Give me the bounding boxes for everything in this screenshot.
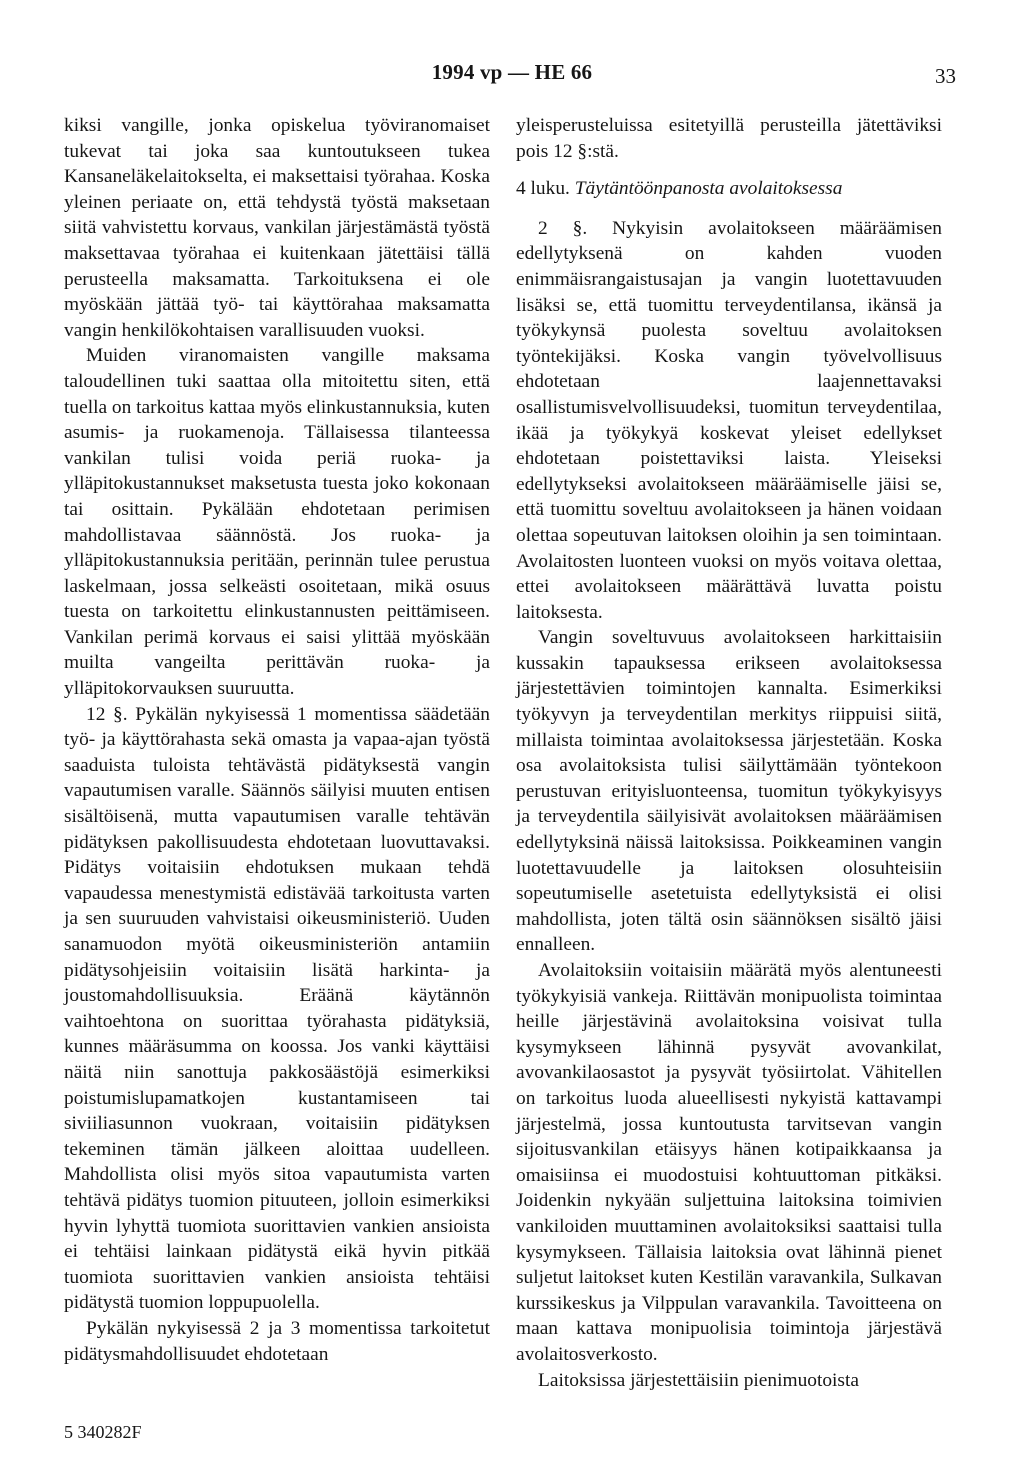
page-number: 33 <box>935 64 956 88</box>
paragraph: kiksi vangille, jonka opiskelua työviranomaiset tukevat tai joka saa kuntoutukseen tukea Kansaneläkelaitokselta, ei maksettaisi työrahaa. Koska yleinen periaate on, että tehdystä työstä maksetaan siitä vahvistettu korvaus, vankilan järjestämästä työstä maksettavaa työrahaa ei kuitenkaan jätettäisi tällä perusteella maksamatta. Tarkoituksena ei ole myöskään jättää työ- tai käyttörahaa maksamatta vangin henkilökohtaisen varallisuuden vuoksi. <box>64 115 490 341</box>
paragraph: 12 §. Pykälän nykyisessä 1 momentissa säädetään työ- ja käyttörahasta sekä omasta ja vapaa-ajan työstä saaduista tuloista tehtävästä pidätyksestä vangin vapautumisen varalle. Säännös säilyisi muuten entisen sisältöisenä, mutta vapautumisen varalle tehtävän pidätyksen pakollisuudesta ehdotetaan luovuttavaksi. Pidätys voitaisiin ehdotuksen mukaan tehdä vapaudessa menestymistä edistävää tarkoitusta varten ja sen suuruuden vahvistaisi oikeusministeriö. Uuden sanamuodon myötä oikeusministeriön antamiin pidätysohjeisiin voitaisiin lisätä harkinta- ja joustomahdollisuuksia. Eräänä käytännön vaihtoehtona on suorittaa työrahasta pidätyksiä, kunnes määräsumma on koossa. Jos vanki käyttäisi näitä niin sanottuja pakkosäästöjä esimerkiksi poistumislupamatkojen kustantamiseen tai siviiliasunnon vuokraan, voitaisiin pidätyksen tekeminen tämän jälkeen aloittaa uudelleen. Mahdollista olisi myös sitoa vapautumista varten tehtävä pidätys tuomion pituuteen, jolloin esimerkiksi hyvin lyhyttä tuomiota suorittavien vankien ansioista ei tehtäisi lainkaan pidätystä eikä hyvin pitkää tuomiota suorittavien vankien ansioista tehtäisi pidätystä tuomion loppupuolella. <box>64 703 490 1314</box>
paragraph: 2 §. Nykyisin avolaitokseen määräämisen edellytyksenä on kahden vuoden enimmäisrangaistusajan ja vangin luotettavuuden lisäksi se, että tuomittu terveydentilansa, ikänsä ja työkykynsä puolesta soveltuu avolaitoksen työntekijäksi. Koska vangin työvelvollisuus ehdotetaan laajennettavaksi osallistumisvelvollisuudeksi, tuomitun terveydentilaa, ikää ja työkykyä koskevat yleiset edellykset ehdotetaan poistettaviksi laista. Yleiseksi edellytykseksi avolaitokseen määräämiselle jäisi se, että tuomittu soveltuu avolaitokseen ja hänen voidaan olettaa sopeutuvan laitoksen oloihin ja sen toimintaan. Avolaitosten luonteen vuoksi on myös voitava olettaa, ettei avolaitokseen määrättävä luvatta poistu laitoksesta. <box>516 217 942 623</box>
paragraph: Muiden viranomaisten vangille maksama taloudellinen tuki saattaa olla mitoitettu siten, että tuella on tarkoitus kattaa myös elinkustannuksia, kuten asumis- ja ruokamenoja. Tällaisessa tilanteessa vankilan tulisi voida periä ruoka- ja ylläpitokustannukset maksetusta tuesta joko kokonaan tai osittain. Pykälään ehdotetaan perimisen mahdollistavaa säännöstä. Jos ruoka- ja ylläpitokustannuksia peritään, perinnän tulee perustua laskelmaan, jossa selkeästi osoitetaan, mikä osuus tuesta on tarkoitettu elinkustannusten peittämiseen. Vankilan perimä korvaus ei saisi ylittää myöskään muilta vangeilta perittävän ruoka- ja ylläpitokorvauksen suuruutta. <box>64 345 490 700</box>
right-column <box>516 113 942 1393</box>
paragraph: Vangin soveltuvuus avolaitokseen harkittaisiin kussakin tapauksessa erikseen avolaitoksessa järjestettävien toimintojen kannalta. Esimerkiksi työkyvyn ja terveydentilan merkitys riippuisi siitä, millaista toimintaa avolaitoksessa järjestetään. Koska osa avolaitoksista tulisi säilyttämään työntekoon perustuvan erityisluonteensa, tuomitun työkykyisyys ja terveydentila säilyisivät avolaitoksen määräämisen edellytyksinä näissä laitoksissa. Poikkeaminen vangin luotettavuudelle ja laitoksen olosuhteisiin sopeutumiselle asetetuista edellytyksistä ei olisi mahdollista, joten tältä osin säännöksen sisältö jäisi ennalleen. <box>516 627 942 956</box>
chapter-number: 4 luku. <box>516 178 570 200</box>
print-code: 5 340282F <box>64 1422 142 1442</box>
paragraph: Laitoksissa järjestettäisiin pienimuotoista <box>538 1369 859 1391</box>
paragraph: Avolaitoksiin voitaisiin määrätä myös alentuneesti työkykyisiä vankeja. Riittävän monipuolista toimintaa heille järjestävinä avolaitoksina voisivat tulla kysymykseen lähinnä pysyvät avovankilat, avovankilaosastot ja pysyvät työsiirtolat. Vähitellen on tarkoitus luoda alueellisesti nykyistä kattavampi järjestelmä, jossa kuntoutusta tarvitsevan vangin sijoitusvankilan etäisyys hänen kotipaikkaansa ja omaisiinsa ei muodostuisi kohtuuttoman pitkäksi. Joidenkin nykyään suljettuina laitoksina toimivien vankiloiden muuttaminen avolaitoksiksi saattaisi tulla kysymykseen. Tällaisia laitoksia ovat lähinnä pienet suljetut laitokset kuten Kestilän varavankila, Sulkavan kurssikeskus ja Vilppulan varavankila. Tavoitteena on maan kattava monipuolisia toimintoja järjestävä avolaitosverkosto. <box>516 960 942 1365</box>
running-header: 1994 vp — HE 66 <box>431 60 593 84</box>
chapter-title: Täytäntöönpanosta avolaitoksessa <box>574 178 843 200</box>
left-column <box>64 113 490 1367</box>
paragraph: Pykälän nykyisessä 2 ja 3 momentissa tarkoitetut pidätysmahdollisuudet ehdotetaan <box>64 1317 490 1365</box>
chapter-heading <box>516 164 942 216</box>
paragraph: yleisperusteluissa esitetyillä perusteilla jätettäviksi pois 12 §:stä. <box>516 115 942 162</box>
